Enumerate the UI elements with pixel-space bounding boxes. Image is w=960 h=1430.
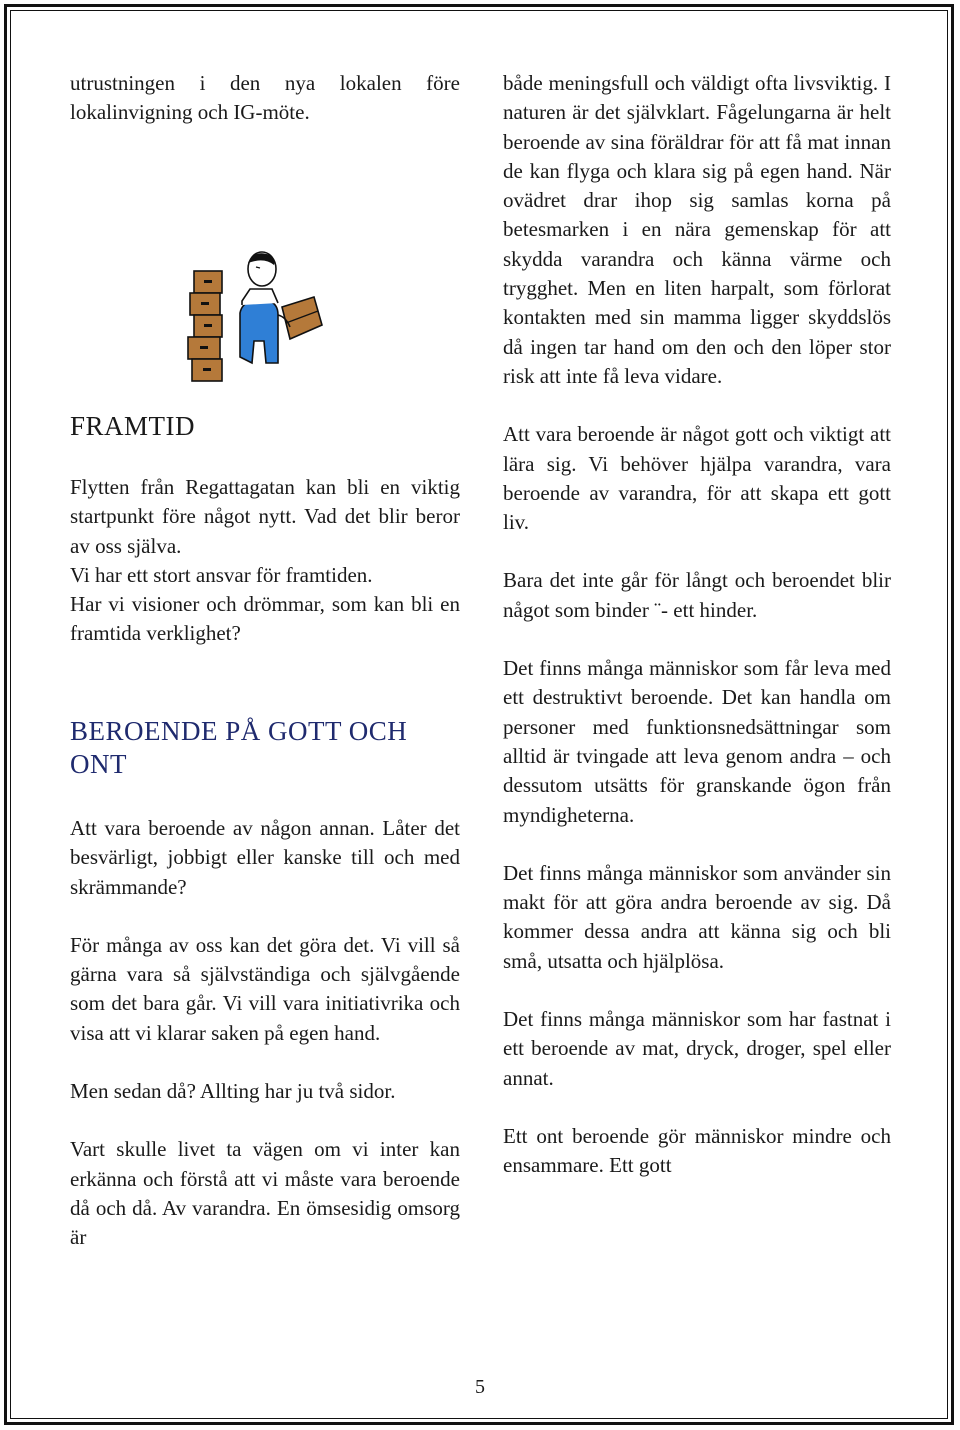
right-paragraph-1: Att vara beroende är något gott och viktigt att lära sig. Vi behöver hjälpa varandra, vara beroende av varandra, för att skapa ett gott liv. [503,422,891,535]
right-paragraph-4: Det finns många människor som använder sin makt för att göra andra beroende av sig. Då kommer dessa andra att känna sig och bli små, utsatta och hjälplösa. [503,860,891,973]
left-paragraph-5: För många av oss kan det göra det. Vi vill så gärna vara så självständiga och självgående som det bara går. Vi vill vara initiativrika och visa att vi klarar saken på egen hand. [70,932,460,1045]
right-paragraph-6: Ett ont beroende gör människor mindre och ensammare. Ett gott [503,1123,891,1178]
left-paragraph-6: Men sedan då? Allting har ju två sidor. [70,1079,396,1104]
left-paragraph-2: Vi har ett stort ansvar för framtiden. [70,562,373,587]
heading-framtid: FRAMTID [70,411,196,441]
left-paragraph-7: Vart skulle livet ta vägen om vi inter kan erkänna och förstå att vi måste vara beroende då och då. Av varandra. En ömsesidig omsorg är [70,1137,460,1250]
right-column [503,69,891,1181]
right-paragraph-5: Det finns många människor som har fastnat i ett beroende av mat, dryck, droger, spel eller annat. [503,1007,891,1090]
page-number: 5 [475,1376,485,1398]
heading-beroende: BEROENDE PÅ GOTT OCH ONT [70,716,408,779]
framtid-section [70,473,460,649]
right-paragraph-0: både meningsfull och väldigt ofta livsviktig. I naturen är det självklart. Fågelungarna är helt beroende av sina föräldrar för att få mat innan de kan flyga och klara sig på egen hand. När ovädret drar ihop sig samlas korna på betesmarken i en nära gemenskap för att skydda varandra och känna värme och trygghet. Men en liten harpalt, som förlorat kontakten med sin mamma ligger skyddslös då ingen tar hand om den och den löper stor risk att inte få leva vidare. [503,71,891,388]
beroende-section [70,814,460,1253]
right-paragraph-3: Det finns många människor som får leva med ett destruktivt beroende. Det kan handla om personer med funktionsnedsättningar som alltid är tvingade att leva genom andra – och dessutom utsätts för granskande ögon från myndigheterna. [503,656,891,827]
right-paragraph-2: Bara det inte går för långt och beroendet blir något som binder ¨- ett hinder. [503,568,891,622]
mover-with-boxes-icon [182,245,332,385]
left-paragraph-1: Flytten från Regattagatan kan bli en viktig startpunkt före något nytt. Vad det blir beror av oss själva. [70,475,460,558]
left-paragraph-4: Att vara beroende av någon annan. Låter det besvärligt, jobbigt eller kanske till och med skrämmande? [70,816,460,899]
left-paragraph-3: Har vi visioner och drömmar, som kan bli en framtida verklighet? [70,592,460,646]
heading-framtid-wrap [70,410,460,443]
heading-beroende-wrap [70,715,460,781]
left-paragraph-0: utrustningen i den nya lokalen före lokalinvigning och IG-möte. [70,71,460,125]
left-column [70,69,460,128]
